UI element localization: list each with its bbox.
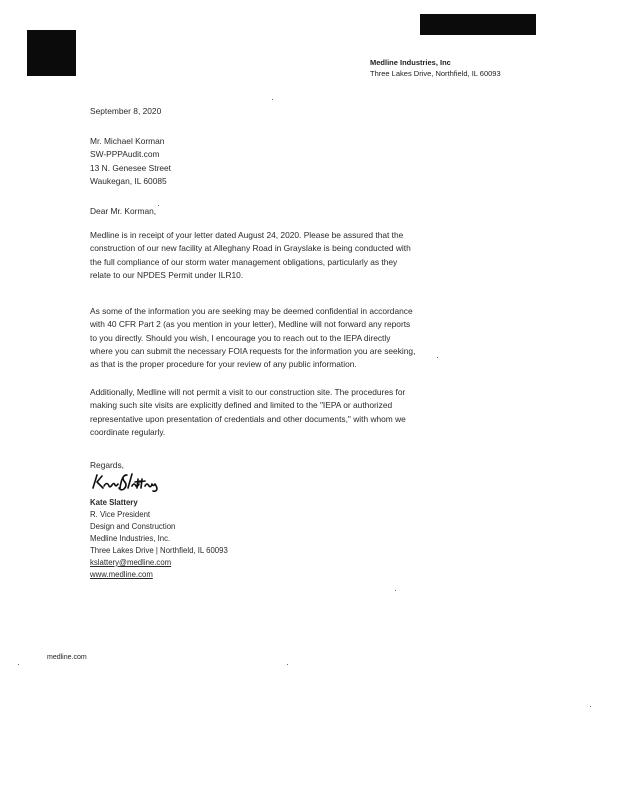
paragraph-line: the full compliance of our storm water management obligations, particularly as they bbox=[90, 256, 398, 267]
website-link[interactable]: www.medline.com bbox=[90, 570, 153, 579]
paragraph-2 bbox=[90, 305, 438, 371]
paragraph-line: representative upon presentation of credentials and other documents," with whom we bbox=[90, 413, 406, 424]
paragraph-line: with 40 CFR Part 2 (as you mention in your letter), Medline will not forward any reports bbox=[90, 319, 411, 330]
scan-speck bbox=[272, 99, 273, 100]
paragraph-line: As some of the information you are seeking may be deemed confidential in accordance bbox=[90, 306, 413, 316]
paragraph-line: relate to our NPDES Permit under ILR10. bbox=[90, 269, 244, 280]
signer-company: Medline Industries, Inc. bbox=[90, 534, 171, 543]
paragraph-line: as that is the proper procedure for your review of any public information. bbox=[90, 359, 357, 370]
paragraph-line: coordinate regularly. bbox=[90, 426, 166, 437]
recipient-address bbox=[90, 135, 171, 188]
signer-department: Design and Construction bbox=[90, 522, 176, 531]
company-address: Three Lakes Drive, Northfield, IL 60093 bbox=[370, 69, 501, 78]
email-link[interactable]: kslattery@medline.com bbox=[90, 558, 172, 567]
letter-date: September 8, 2020 bbox=[90, 106, 162, 116]
signer-title: R. Vice President bbox=[90, 510, 151, 519]
redaction-bar bbox=[420, 14, 536, 35]
signer-address: Three Lakes Drive | Northfield, IL 60093 bbox=[90, 546, 228, 555]
scan-speck bbox=[287, 664, 288, 665]
scan-speck bbox=[158, 205, 159, 206]
logo-block bbox=[27, 30, 76, 76]
scan-speck bbox=[437, 357, 438, 358]
paragraph-line: making such site visits are explicitly defined and limited to the "IEPA or authorized bbox=[90, 400, 393, 411]
recipient-line: SW-PPPAudit.com bbox=[90, 149, 160, 160]
handwritten-signature bbox=[90, 470, 170, 494]
recipient-line: Waukegan, IL 60085 bbox=[90, 175, 167, 186]
scan-speck bbox=[590, 706, 591, 707]
paragraph-line: to you directly. Should you wish, I encourage you to reach out to the IEPA directly bbox=[90, 332, 391, 343]
scan-speck bbox=[18, 664, 19, 665]
paragraph-line: where you can submit the necessary FOIA requests for the information you are seeking, bbox=[90, 345, 416, 356]
signer-name: Kate Slattery bbox=[90, 498, 138, 507]
recipient-line: Mr. Michael Korman bbox=[90, 136, 165, 146]
paragraph-3 bbox=[90, 386, 438, 439]
recipient-line: 13 N. Genesee Street bbox=[90, 162, 172, 173]
company-name: Medline Industries, Inc bbox=[370, 58, 451, 67]
letterhead bbox=[370, 57, 501, 79]
signature-block bbox=[90, 497, 228, 581]
paragraph-line: Medline is in receipt of your letter dated August 24, 2020. Please be assured that the bbox=[90, 230, 404, 240]
salutation: Dear Mr. Korman, bbox=[90, 206, 157, 216]
paragraph-line: Additionally, Medline will not permit a visit to our construction site. The procedures for bbox=[90, 387, 406, 397]
paragraph-1 bbox=[90, 229, 438, 282]
footer-site: medline.com bbox=[47, 654, 87, 661]
closing: Regards, bbox=[90, 460, 124, 470]
paragraph-line: construction of our new facility at Alleghany Road in Grayslake is being conducted with bbox=[90, 243, 411, 254]
scan-speck bbox=[395, 590, 396, 591]
